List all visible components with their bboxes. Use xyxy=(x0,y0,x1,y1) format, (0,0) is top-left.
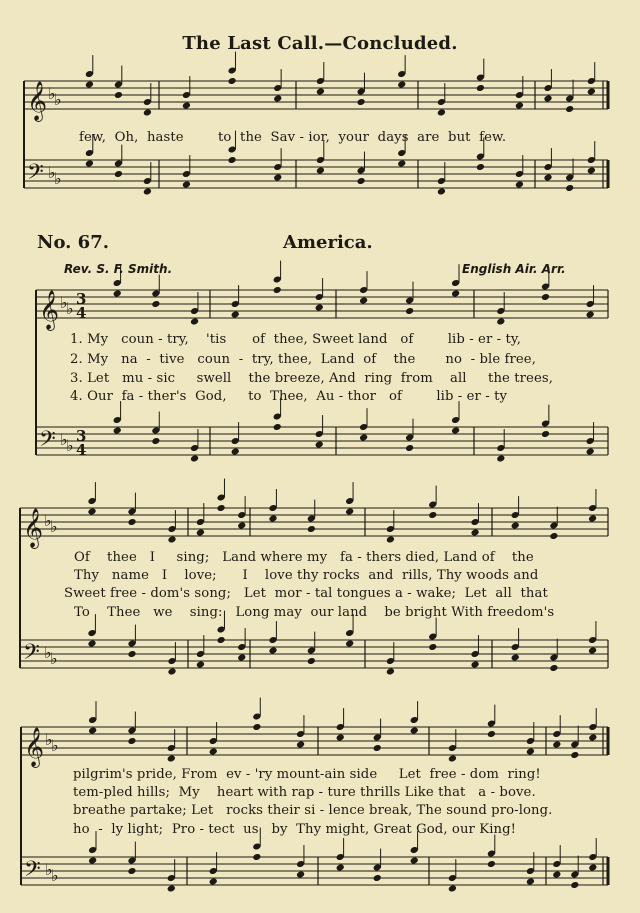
note-head xyxy=(127,737,136,745)
note-head xyxy=(345,507,354,515)
note-head xyxy=(448,884,457,892)
flat-icon: ♭ xyxy=(48,163,56,182)
time-signature-top: 3 xyxy=(76,290,87,308)
flat-icon: ♭ xyxy=(50,649,58,668)
treble-clef-icon: 𝄞 xyxy=(27,81,48,121)
note-head xyxy=(345,639,354,647)
lyric-verse-4-line-1: 4. Our fa - ther's God, to Thee, Au - thor of lib - er - ty xyxy=(70,389,508,404)
note-head xyxy=(541,430,550,438)
note-head xyxy=(428,511,437,519)
note-head xyxy=(87,639,96,647)
hymn-title: America. xyxy=(283,232,373,253)
note-head xyxy=(315,440,324,448)
note-head xyxy=(511,653,520,661)
note-head xyxy=(209,747,218,755)
flat-icon: ♭ xyxy=(50,517,58,536)
note-head xyxy=(87,507,96,515)
note-head xyxy=(190,317,199,325)
note-head xyxy=(143,108,152,116)
treble-clef-icon: 𝄞 xyxy=(24,727,45,767)
note-head xyxy=(588,646,597,654)
note-head xyxy=(476,84,485,92)
note-head xyxy=(405,444,414,452)
flat-icon: ♭ xyxy=(44,511,52,530)
note-head xyxy=(296,740,305,748)
note-head xyxy=(151,437,160,445)
note-head xyxy=(268,646,277,654)
flat-icon: ♭ xyxy=(66,436,74,455)
note-head xyxy=(273,286,282,294)
lyric-line-concluded: few, Oh, haste to the Sav - ior, your days are but few. xyxy=(79,130,507,145)
lyric-verse-4-line-2: To Thee we sing: Long may our land be bright With freedom's xyxy=(74,605,555,620)
note-head xyxy=(451,426,460,434)
flat-icon: ♭ xyxy=(60,293,68,312)
note-head xyxy=(359,296,368,304)
note-head xyxy=(410,856,419,864)
time-signature-bottom: 4 xyxy=(76,441,87,459)
note-head xyxy=(451,289,460,297)
note-head xyxy=(552,870,561,878)
note-head xyxy=(588,733,597,741)
note-head xyxy=(231,447,240,455)
flat-icon: ♭ xyxy=(54,90,62,109)
page-title: The Last Call.—Concluded. xyxy=(182,33,458,54)
note-head xyxy=(526,877,535,885)
note-head xyxy=(397,159,406,167)
note-head xyxy=(565,105,574,113)
note-head xyxy=(167,754,176,762)
note-head xyxy=(143,187,152,195)
note-head xyxy=(359,433,368,441)
note-head xyxy=(114,170,123,178)
note-head xyxy=(268,514,277,522)
flat-icon: ♭ xyxy=(54,169,62,188)
note-head xyxy=(237,521,246,529)
note-head xyxy=(316,87,325,95)
note-head xyxy=(437,108,446,116)
note-head xyxy=(543,173,552,181)
lyric-verse-2-line-3: tem-pled hills; My heart with rap - ture thrills Like that a - bove. xyxy=(73,785,536,800)
note-head xyxy=(182,180,191,188)
note-head xyxy=(85,159,94,167)
note-head xyxy=(357,98,366,106)
note-head xyxy=(114,91,123,99)
lyric-verse-4-line-3: ho - ly light; Pro - tect us by Thy might, Great God, our King! xyxy=(73,822,517,837)
note-head xyxy=(88,726,97,734)
note-head xyxy=(167,535,176,543)
note-head xyxy=(196,528,205,536)
note-head xyxy=(336,733,345,741)
lyric-verse-2-line-1: 2. My na - tive coun - try, thee, Land of the no - ble free, xyxy=(70,352,536,367)
note-head xyxy=(151,300,160,308)
note-head xyxy=(386,667,395,675)
bass-clef-icon: 𝄢 xyxy=(23,640,40,670)
lyric-verse-3-line-1: 3. Let mu - sic swell the breeze, And ring from all the trees, xyxy=(70,371,554,386)
note-head xyxy=(511,521,520,529)
flat-icon: ♭ xyxy=(66,299,74,318)
note-head xyxy=(252,853,261,861)
flat-icon: ♭ xyxy=(51,736,59,755)
note-head xyxy=(476,163,485,171)
note-head xyxy=(127,867,136,875)
flat-icon: ♭ xyxy=(45,860,53,879)
note-head xyxy=(217,636,226,644)
note-head xyxy=(570,881,579,889)
note-head xyxy=(182,101,191,109)
note-head xyxy=(487,730,496,738)
note-head xyxy=(565,184,574,192)
note-head xyxy=(549,664,558,672)
note-head xyxy=(88,856,97,864)
note-head xyxy=(296,870,305,878)
note-head xyxy=(397,80,406,88)
note-head xyxy=(386,535,395,543)
flat-icon: ♭ xyxy=(60,430,68,449)
bass-clef-icon: 𝄢 xyxy=(27,160,44,190)
treble-clef-icon: 𝄞 xyxy=(39,290,60,330)
note-head xyxy=(167,667,176,675)
note-head xyxy=(307,525,316,533)
note-head xyxy=(209,877,218,885)
note-head xyxy=(273,94,282,102)
note-head xyxy=(437,187,446,195)
note-head xyxy=(543,94,552,102)
lyric-verse-2-line-2: Thy name I love; I love thy rocks and rills, Thy woods and xyxy=(74,568,539,583)
note-head xyxy=(588,514,597,522)
bass-clef-icon: 𝄢 xyxy=(39,427,56,457)
note-head xyxy=(588,863,597,871)
note-head xyxy=(587,166,596,174)
lyric-verse-1-line-3: pilgrim's pride, From ev - 'ry mount-ain side Let free - dom ring! xyxy=(73,767,541,782)
note-head xyxy=(190,454,199,462)
note-head xyxy=(471,528,480,536)
note-head xyxy=(373,874,382,882)
lyricist-credit: Rev. S. F. Smith. xyxy=(64,262,173,276)
note-head xyxy=(228,77,237,85)
lyric-verse-1-line-1: 1. My coun - try, 'tis of thee, Sweet land of lib - er - ty, xyxy=(70,332,521,347)
note-head xyxy=(307,657,316,665)
flat-icon: ♭ xyxy=(48,84,56,103)
note-head xyxy=(196,660,205,668)
flat-icon: ♭ xyxy=(44,643,52,662)
note-head xyxy=(127,518,136,526)
treble-clef-icon: 𝄞 xyxy=(23,508,44,548)
note-head xyxy=(405,307,414,315)
note-head xyxy=(428,643,437,651)
time-signature-top: 3 xyxy=(76,427,87,445)
note-head xyxy=(549,532,558,540)
note-head xyxy=(448,754,457,762)
note-head xyxy=(541,293,550,301)
note-head xyxy=(471,660,480,668)
note-head xyxy=(113,289,122,297)
note-head xyxy=(273,173,282,181)
note-head xyxy=(127,650,136,658)
lyric-verse-1-line-2: Of thee I sing; Land where my fa - thers died, Land of the xyxy=(74,550,534,565)
note-head xyxy=(357,177,366,185)
note-head xyxy=(167,884,176,892)
note-head xyxy=(336,863,345,871)
note-head xyxy=(586,310,595,318)
lyric-verse-3-line-3: breathe partake; Let rocks their si - lence break, The sound pro-long. xyxy=(73,803,553,818)
note-head xyxy=(586,447,595,455)
note-head xyxy=(373,744,382,752)
note-head xyxy=(217,504,226,512)
hymn-number: No. 67. xyxy=(37,232,109,253)
flat-icon: ♭ xyxy=(51,866,59,885)
note-head xyxy=(85,80,94,88)
note-head xyxy=(231,310,240,318)
note-head xyxy=(316,166,325,174)
note-head xyxy=(570,751,579,759)
note-head xyxy=(273,423,282,431)
note-head xyxy=(315,303,324,311)
note-head xyxy=(526,747,535,755)
note-head xyxy=(237,653,246,661)
tune-credit: English Air. Arr. xyxy=(462,262,566,276)
note-head xyxy=(515,101,524,109)
note-head xyxy=(410,726,419,734)
note-head xyxy=(496,317,505,325)
time-signature-bottom: 4 xyxy=(76,304,87,322)
note-head xyxy=(228,156,237,164)
note-head xyxy=(252,723,261,731)
note-head xyxy=(587,87,596,95)
note-head xyxy=(487,860,496,868)
note-head xyxy=(113,426,122,434)
bass-clef-icon: 𝄢 xyxy=(24,857,41,887)
note-head xyxy=(552,740,561,748)
note-head xyxy=(496,454,505,462)
note-head xyxy=(515,180,524,188)
flat-icon: ♭ xyxy=(45,730,53,749)
lyric-verse-3-line-2: Sweet free - dom's song; Let mor - tal tongues a - wake; Let all that xyxy=(64,586,548,601)
